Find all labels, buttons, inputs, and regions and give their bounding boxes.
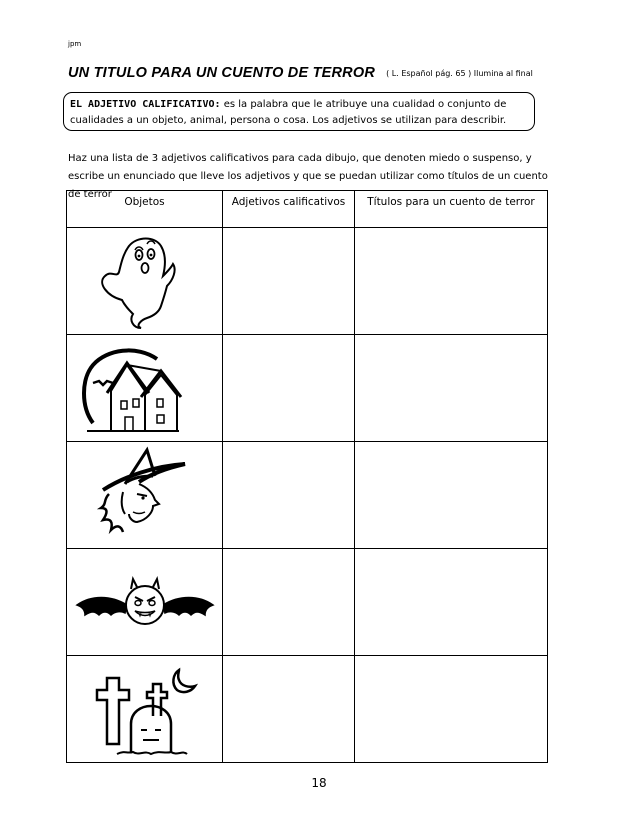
haunted-house-icon: [67, 335, 222, 441]
table-row: [67, 442, 548, 549]
table-header-row: [67, 191, 548, 228]
object-cell: [67, 335, 223, 442]
table-row: [67, 228, 548, 335]
titles-cell[interactable]: [355, 549, 548, 656]
worksheet-table: [66, 190, 548, 763]
bat-icon: [67, 549, 222, 655]
titles-cell[interactable]: [355, 442, 548, 549]
titles-cell[interactable]: [355, 228, 548, 335]
tombstone-icon: [67, 656, 222, 762]
adjectives-cell[interactable]: [223, 335, 355, 442]
definition-text: es la palabra que le atribuye una cualidad o conjunto de cualidades a un objeto, animal, persona o cosa. Los adjetivos se utilizan para describir.: [70, 99, 507, 126]
object-cell: [67, 442, 223, 549]
definition-box: [63, 92, 535, 131]
header-adjetivos: Adjetivos calificativos: [223, 191, 355, 228]
titles-cell[interactable]: [355, 656, 548, 763]
object-cell: [67, 549, 223, 656]
header-titulos: Títulos para un cuento de terror: [355, 191, 548, 228]
table-row: [67, 656, 548, 763]
page-title: UN TITULO PARA UN CUENTO DE TERROR: [68, 65, 376, 81]
instructions: Haz una lista de 3 adjetivos calificativos para cada dibujo, que denoten miedo o suspenso, y escribe un enunciado que lleve los adjetivos y que se puedan utilizar como títulos de un cuento de terror: [68, 153, 548, 200]
table-row: [67, 549, 548, 656]
author-initials: jpm: [68, 40, 82, 48]
adjectives-cell[interactable]: [223, 656, 355, 763]
header-objetos: Objetos: [67, 191, 223, 228]
adjectives-cell[interactable]: [223, 228, 355, 335]
titles-cell[interactable]: [355, 335, 548, 442]
page-number: 18: [311, 776, 327, 790]
title-reference: ( L. Español pág. 65 ) Ilumina al final: [386, 69, 533, 78]
object-cell: [67, 656, 223, 763]
witch-icon: [67, 442, 222, 548]
table-row: [67, 335, 548, 442]
object-cell: [67, 228, 223, 335]
adjectives-cell[interactable]: [223, 549, 355, 656]
definition-term: EL ADJETIVO CALIFICATIVO:: [70, 99, 221, 110]
adjectives-cell[interactable]: [223, 442, 355, 549]
ghost-icon: [67, 228, 222, 334]
title-row: [68, 62, 533, 81]
